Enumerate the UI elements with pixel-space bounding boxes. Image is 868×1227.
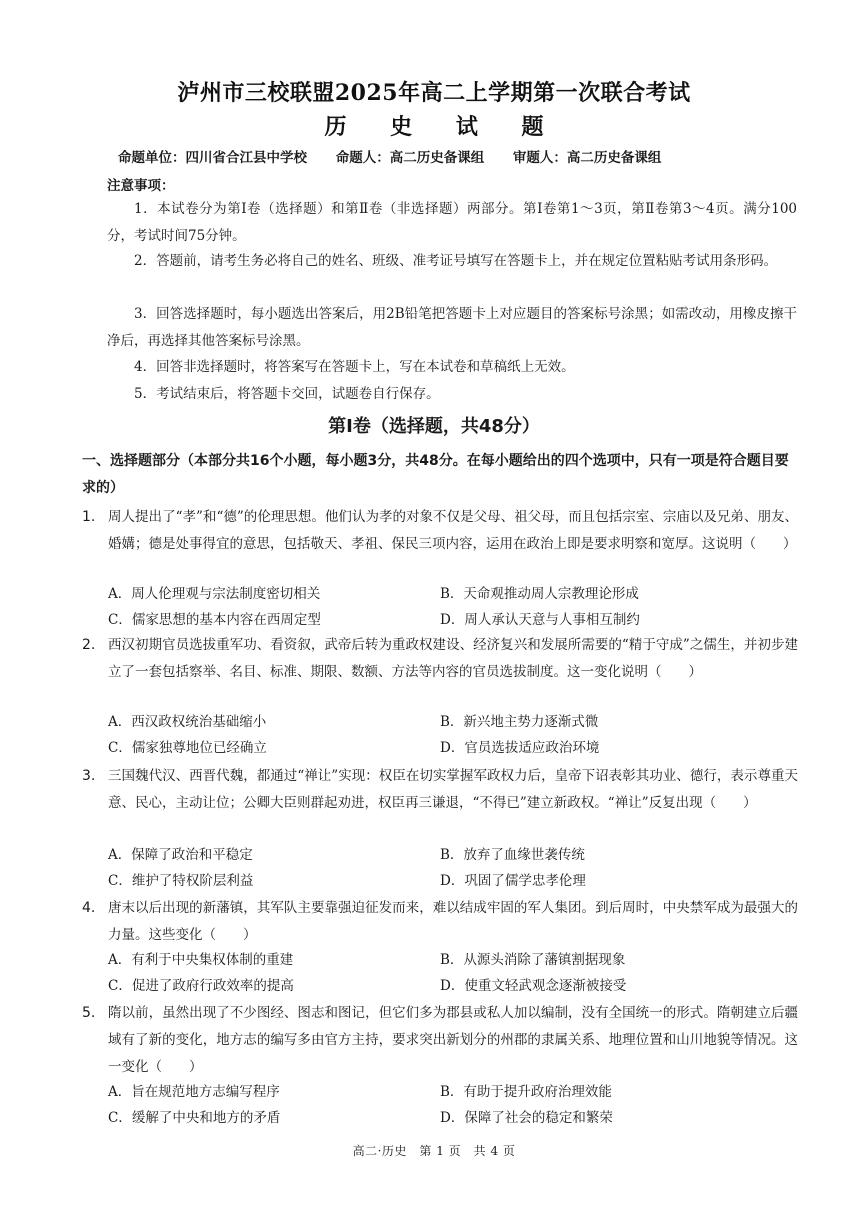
option-c: C．维护了特权阶层利益 xyxy=(108,873,254,889)
option-c: C．缓解了中央和地方的矛盾 xyxy=(108,1110,281,1126)
exam-reviewer: 审题人：高二历史备课组 xyxy=(512,150,662,166)
section-title: 第Ⅰ卷（选择题，共48分） xyxy=(328,416,540,437)
question-stem: 唐末以后出现的新藩镇，其军队主要靠强迫征发而来，难以结成牢固的军人集团。到后周时，中央禁军成为最强大的力量。这些变化（ ） xyxy=(108,900,798,943)
exam-author: 命题人：高二历史备课组 xyxy=(335,150,485,166)
question-number: 3. xyxy=(82,768,96,784)
option-b: B．新兴地主势力逐渐式微 xyxy=(440,714,599,730)
question-stem: 周人提出了“孝”和“德”的伦理思想。他们认为孝的对象不仅是父母、祖父母，而且包括宗室、宗庙以及兄弟、朋友、婚媾；德是处事得宜的意思，包括敬天、孝祖、保民三项内容，运用在政治上即是要求明察和宽厚。这说明（ ） xyxy=(108,509,798,552)
option-a: A．西汉政权统治基础缩小 xyxy=(108,714,267,730)
option-d: D．官员选拔适应政治环境 xyxy=(440,740,600,756)
exam-unit: 命题单位：四川省合江县中学校 xyxy=(118,150,307,166)
exam-subject: 历 史 试 题 xyxy=(324,114,562,140)
option-b: B．放弃了血缘世袭传统 xyxy=(440,847,585,863)
option-d: D．巩固了儒学忠孝伦理 xyxy=(440,873,586,889)
note-item: 4．回答非选择题时，将答案写在答题卡上，写在本试卷和草稿纸上无效。 xyxy=(134,359,575,375)
page-footer: 高二·历史 第 1 页 共 4 页 xyxy=(352,1144,516,1158)
option-d: D．使重文轻武观念逐渐被接受 xyxy=(440,978,627,994)
option-d: D．周人承认天意与人事相互制约 xyxy=(440,612,640,628)
option-b: B．天命观推动周人宗教理论形成 xyxy=(440,586,639,602)
option-a: A．保障了政治和平稳定 xyxy=(108,847,253,863)
question-number: 2. xyxy=(82,637,96,653)
question-stem: 隋以前，虽然出现了不少图经、图志和图记，但它们多为郡县或私人加以编制，没有全国统一的形式。隋朝建立后疆域有了新的变化，地方志的编写多由官方主持，要求突出新划分的州郡的隶属关系、地理位置和山川地貌等情况。这一变化（ ） xyxy=(108,1005,798,1075)
option-a: A．周人伦理观与宗法制度密切相关 xyxy=(108,586,321,602)
option-c: C．促进了政府行政效率的提高 xyxy=(108,978,294,994)
part-instruction: 一、选择题部分（本部分共16个小题，每小题3分，共48分。在每小题给出的四个选项中，只有一项是符合题目要求的） xyxy=(82,453,789,496)
note-item: 2．答题前，请考生务必将自己的姓名、班级、准考证号填写在答题卡上，并在规定位置粘贴考试用条形码。 xyxy=(134,253,778,269)
note-item: 3．回答选择题时，每小题选出答案后，用2B铅笔把答题卡上对应题目的答案标号涂黑；如需改动，用橡皮擦干净后，再选择其他答案标号涂黑。 xyxy=(107,306,797,349)
option-b: B．有助于提升政府治理效能 xyxy=(440,1084,612,1100)
option-a: A．旨在规范地方志编写程序 xyxy=(108,1084,280,1100)
question-number: 4. xyxy=(82,900,96,916)
question-number: 1. xyxy=(82,509,96,525)
note-item: 5．考试结束后，将答题卡交回，试题卷自行保存。 xyxy=(134,386,440,402)
option-d: D．保障了社会的稳定和繁荣 xyxy=(440,1110,613,1126)
option-c: C．儒家思想的基本内容在西周定型 xyxy=(108,612,321,628)
option-c: C．儒家独尊地位已经确立 xyxy=(108,740,267,756)
exam-meta xyxy=(118,146,685,166)
option-a: A．有利于中央集权体制的重建 xyxy=(108,952,294,968)
question-number: 5. xyxy=(82,1005,96,1021)
question-stem: 三国魏代汉、西晋代魏，都通过“禅让”实现：权臣在切实掌握军政权力后，皇帝下诏表彰其功业、德行，表示尊重天意、民心，主动让位；公卿大臣则群起劝进，权臣再三谦退，“不得已”建立新政权。“禅让”反复出现（ ） xyxy=(108,768,798,811)
question-stem: 西汉初期官员选拔重军功、看资叙，武帝后转为重政权建设、经济复兴和发展所需要的“精于守成”之儒生，并初步建立了一套包括察举、名目、标准、期限、数额、方法等内容的官员选拔制度。这一变化说明（ ） xyxy=(108,637,798,680)
notes-heading: 注意事项： xyxy=(107,178,175,194)
exam-title: 泸州市三校联盟2025年高二上学期第一次联合考试 xyxy=(177,80,691,106)
note-item: 1．本试卷分为第Ⅰ卷（选择题）和第Ⅱ卷（非选择题）两部分。第Ⅰ卷第1～3页，第Ⅱ卷第3～4页。满分100分，考试时间75分钟。 xyxy=(107,201,797,244)
option-b: B．从源头消除了藩镇割据现象 xyxy=(440,952,626,968)
